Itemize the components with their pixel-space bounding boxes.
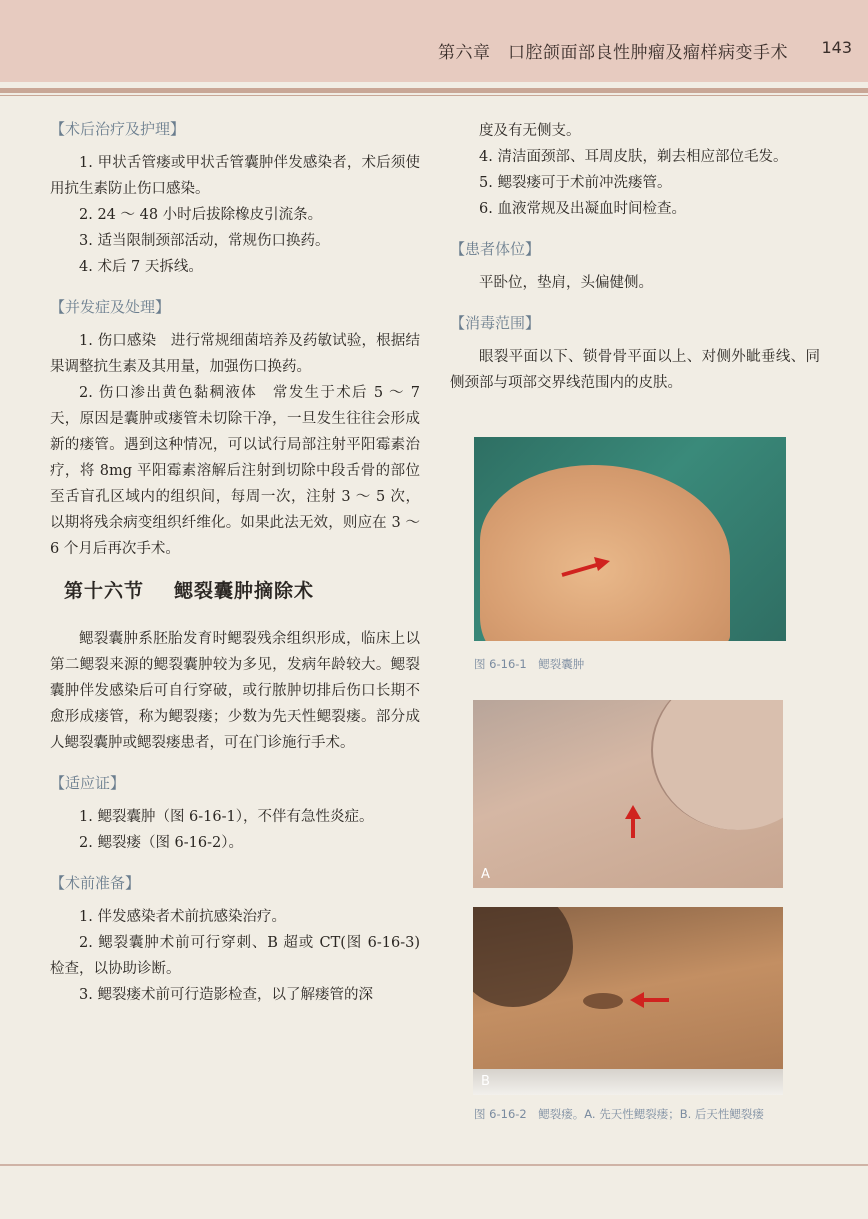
red-arrow-icon	[629, 991, 671, 1009]
prep-item: 度及有无侧支。	[479, 123, 581, 139]
postop-item: 3. 适当限制颈部活动，常规伤口换药。	[79, 233, 330, 249]
position-text: 平卧位，垫肩，头偏健侧。	[479, 275, 653, 291]
disinfection-heading: 【消毒范围】	[450, 314, 541, 332]
prep-heading: 【术前准备】	[50, 874, 141, 892]
section-name: 鳃裂囊肿摘除术	[174, 580, 315, 602]
prep-item: 3. 鳃裂瘘术前可行造影检查，以了解瘘管的深	[79, 987, 373, 1003]
footer-rule	[0, 1164, 868, 1166]
postop-item: 1. 甲状舌管瘘或甲状舌管囊肿伴发感染者，术后须使用抗生素防止伤口感染。	[50, 155, 420, 197]
cyst-skin-area	[480, 465, 730, 641]
prep-item: 4. 清洁面颈部、耳周皮肤，剃去相应部位毛发。	[479, 149, 788, 165]
complication-item: 1. 伤口感染 进行常规细菌培养及药敏试验，根据结果调整抗生素及其用量，加强伤口换药。	[50, 333, 420, 375]
jaw-contour	[651, 700, 783, 830]
section-number: 第十六节	[64, 580, 145, 602]
postop-item: 2. 24 ～ 48 小时后拔除橡皮引流条。	[79, 207, 323, 223]
fistula-opening	[583, 993, 623, 1009]
figure-6-16-2-caption: 图 6-16-2 鳃裂瘘。A. 先天性鳃裂瘘；B. 后天性鳃裂瘘	[474, 1107, 764, 1121]
prep-item: 1. 伴发感染者术前抗感染治疗。	[79, 909, 286, 925]
right-column	[450, 118, 820, 396]
chapter-title: 第六章 口腔颌面部良性肿瘤及瘤样病变手术	[438, 43, 788, 63]
figure-letter-a: A	[481, 867, 490, 882]
shadow-region	[473, 907, 573, 1007]
disinfection-text: 眼裂平面以下、锁骨骨平面以上、对侧外眦垂线、同侧颈部与项部交界线范围内的皮肤。	[450, 349, 820, 391]
figure-6-16-2b-photo	[473, 907, 783, 1095]
figure-6-16-2a-photo	[473, 700, 783, 888]
position-heading: 【患者体位】	[450, 240, 541, 258]
indication-item: 1. 鳃裂囊肿（图 6-16-1），不伴有急性炎症。	[79, 809, 374, 825]
figure-6-16-1-photo	[474, 437, 786, 641]
indications-heading: 【适应证】	[50, 774, 126, 792]
figure-letter-b: B	[481, 1074, 490, 1089]
red-arrow-icon	[560, 555, 612, 581]
section-title	[64, 576, 420, 606]
figure-6-16-1-caption: 图 6-16-1 鳃裂囊肿	[474, 657, 585, 671]
drape-cloth	[473, 1069, 783, 1095]
complications-heading: 【并发症及处理】	[50, 298, 171, 316]
postop-heading: 【术后治疗及护理】	[50, 120, 186, 138]
header-rule	[0, 88, 868, 93]
prep-item: 2. 鳃裂囊肿术前可行穿刺、B 超或 CT(图 6-16-3) 检查，以协助诊断。	[50, 935, 420, 977]
page-header	[0, 0, 868, 82]
postop-item: 4. 术后 7 天拆线。	[79, 259, 203, 275]
header-rule-thin	[0, 95, 868, 96]
complication-item: 2. 伤口渗出黄色黏稠液体 常发生于术后 5 ～ 7 天，原因是囊肿或瘘管未切除干净，一旦发生往往会形成新的瘘管。遇到这种情况，可以试行局部注射平阳霉素治疗，将 8mg 平阳霉素溶解后注射到切除中段舌骨的部位至舌盲孔区域内的组织间，每周一次，注射 3 ～ 5 次，以期将残余病变组织纤维化。如果此法无效，则应在 3 ～ 6 个月后再次手术。	[50, 385, 420, 557]
left-column	[50, 116, 420, 1008]
page-number: 143	[821, 38, 852, 57]
indication-item: 2. 鳃裂瘘（图 6-16-2）。	[79, 835, 244, 851]
prep-item: 6. 血液常规及出凝血时间检查。	[479, 201, 686, 217]
intro-paragraph: 鳃裂囊肿系胚胎发育时鳃裂残余组织形成，临床上以第二鳃裂来源的鳃裂囊肿较为多见，发病年龄较大。鳃裂囊肿伴发感染后可自行穿破，或行脓肿切排后伤口长期不愈形成瘘管，称为鳃裂瘘；少数为先天性鳃裂瘘。部分成人鳃裂囊肿或鳃裂瘘患者，可在门诊施行手术。	[50, 631, 420, 751]
prep-item: 5. 鳃裂瘘可于术前冲洗瘘管。	[479, 175, 672, 191]
red-arrow-icon	[623, 804, 643, 840]
